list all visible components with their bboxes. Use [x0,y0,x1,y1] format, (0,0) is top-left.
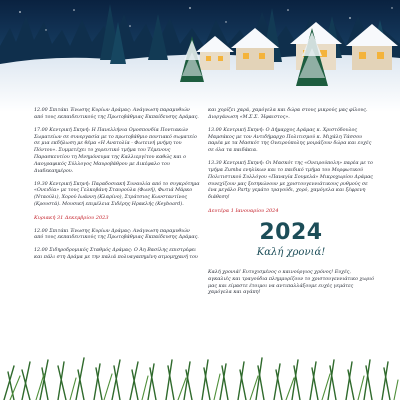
event-entry: 17.00 Κεντρική Σκηνή: Η Πανελλήνια Ομοσπονδία Ποντιακών Σωματείων σε συνεργασία με το πρωτοβάθμιο ποντιακό σωματείο σε μια εκδήλωση με θέμα «Η Ανατολία - Φωτεινή μνήμη του Πόντου». Συμμετέχει το χορευτικό τμήμα του Τέμενους Παρασκευτίου τη Μνημόνευμα της Καλλιεργίτου καθώς και ο Λαογραφικός Σύλλογος Μαυροβάθρου με Δικέφαλο του Διαδεκαημέρου. [34,127,197,174]
closing-wishes: Καλή χρονιά! Ευτυχισμένος ο καινούργιος χρόνος! Ευχές, αγκαλιές και τραγούδια πλημμυρίζουν το χριστουγεννιάτικο χωριό μας και είμαστε έτοιμοι να αντιπαλλάξουμε ευχές γεμάτες χαμόγελα και αγάπη! [208,269,374,296]
event-entry: 19.30 Κεντρική Σκηνή: Παραδοσιακή Συναυλία από το συγκρότημα «Ονειδία» με τους Γελκοβάνη Σταυρούλα (Φωνή), Φωτιά Μάρκο (Νταούλι), Χορού Ιωάννη (Κλαρίνο), Στράτσιος Κωνσταντίνος (Κρουστά). Μουσική επιμέλεια Σιδέρης Ηρακλής (Keyboard). [34,181,200,207]
new-year-greeting [208,219,374,260]
pine-garland-illustration [0,332,400,400]
event-entry: 13.30 Κεντρική Σκηνή: Οι Μασκότ της «Ονειρούπολη» παρέα με το τμήμα Ζumba ενηλίκων και το παιδικό τμήμα του Μορφωτικού Πολιτιστικού Συλλόγου «Παναγία Σουμελά» Μικροχωρίου Δράμας συνεχίζουν μας ξεσηκώνουν με χριστουγεννιάτικους ρυθμούς σε ένα μεγάλο Party γεμάτο τραγούδι, χορό, χαμόγελα και ξέφρενη διάθεση! [208,161,373,201]
event-entry: και χορίζει χαρά, χαμόγελα και δώρα στους μικρούς μας φίλους. Διοργάνωση «Μ.Σ.Σ. Ήφαιστος». [208,108,368,120]
year-wish: Καλή χρονιά! [256,246,326,258]
program-right-column [208,108,374,303]
date-heading-dec-31: Κυριακή 31 Δεκεμβρίου 2023 [34,214,109,221]
year-number: 2024 [259,219,323,245]
program-left-column [34,108,200,268]
event-entry: 12.00 Σπιτάκι Ένωσης Κυρίων Δράμας: Ανάγνωση παραμυθιών από τους εκπαιδευτικούς της Πρωτοβάθμιας Εκπαίδευσης Δράμας. [34,228,199,241]
event-entry: 12.00 Σπιτάκι Ένωσης Κυρίων Δράμας: Ανάγνωση παραμυθιών από τους εκπαιδευτικούς της Πρωτοβάθμιας Εκπαίδευσης Δράμας. [34,108,199,120]
winter-village-illustration [0,0,400,112]
date-heading-jan-1: Δευτέρα 1 Ιανουαρίου 2024 [208,208,279,215]
event-entry: 12.00 Σιδηροδρομικός Σταθμός Δράμας: Ο Άη Βασίλης επιστρέφει και πάλι στη Δράμα με την παλιά πολυαγαπημένη ατμομηχανή του [34,248,198,261]
event-entry: 13.00 Κεντρική Σκηνή: Ο Δήμαρχος Δράμας κ. Χριστόδουλος Μαμσάκος με τον Αντιδήμαρχο Πολιτισμού κ. Μιχάλη Τάσσου παρέα με τα Μασκότ της Ονειρούπολης μοιράζουν δώρα και ευχές σε όλα τα παιδάκια. [208,127,372,154]
